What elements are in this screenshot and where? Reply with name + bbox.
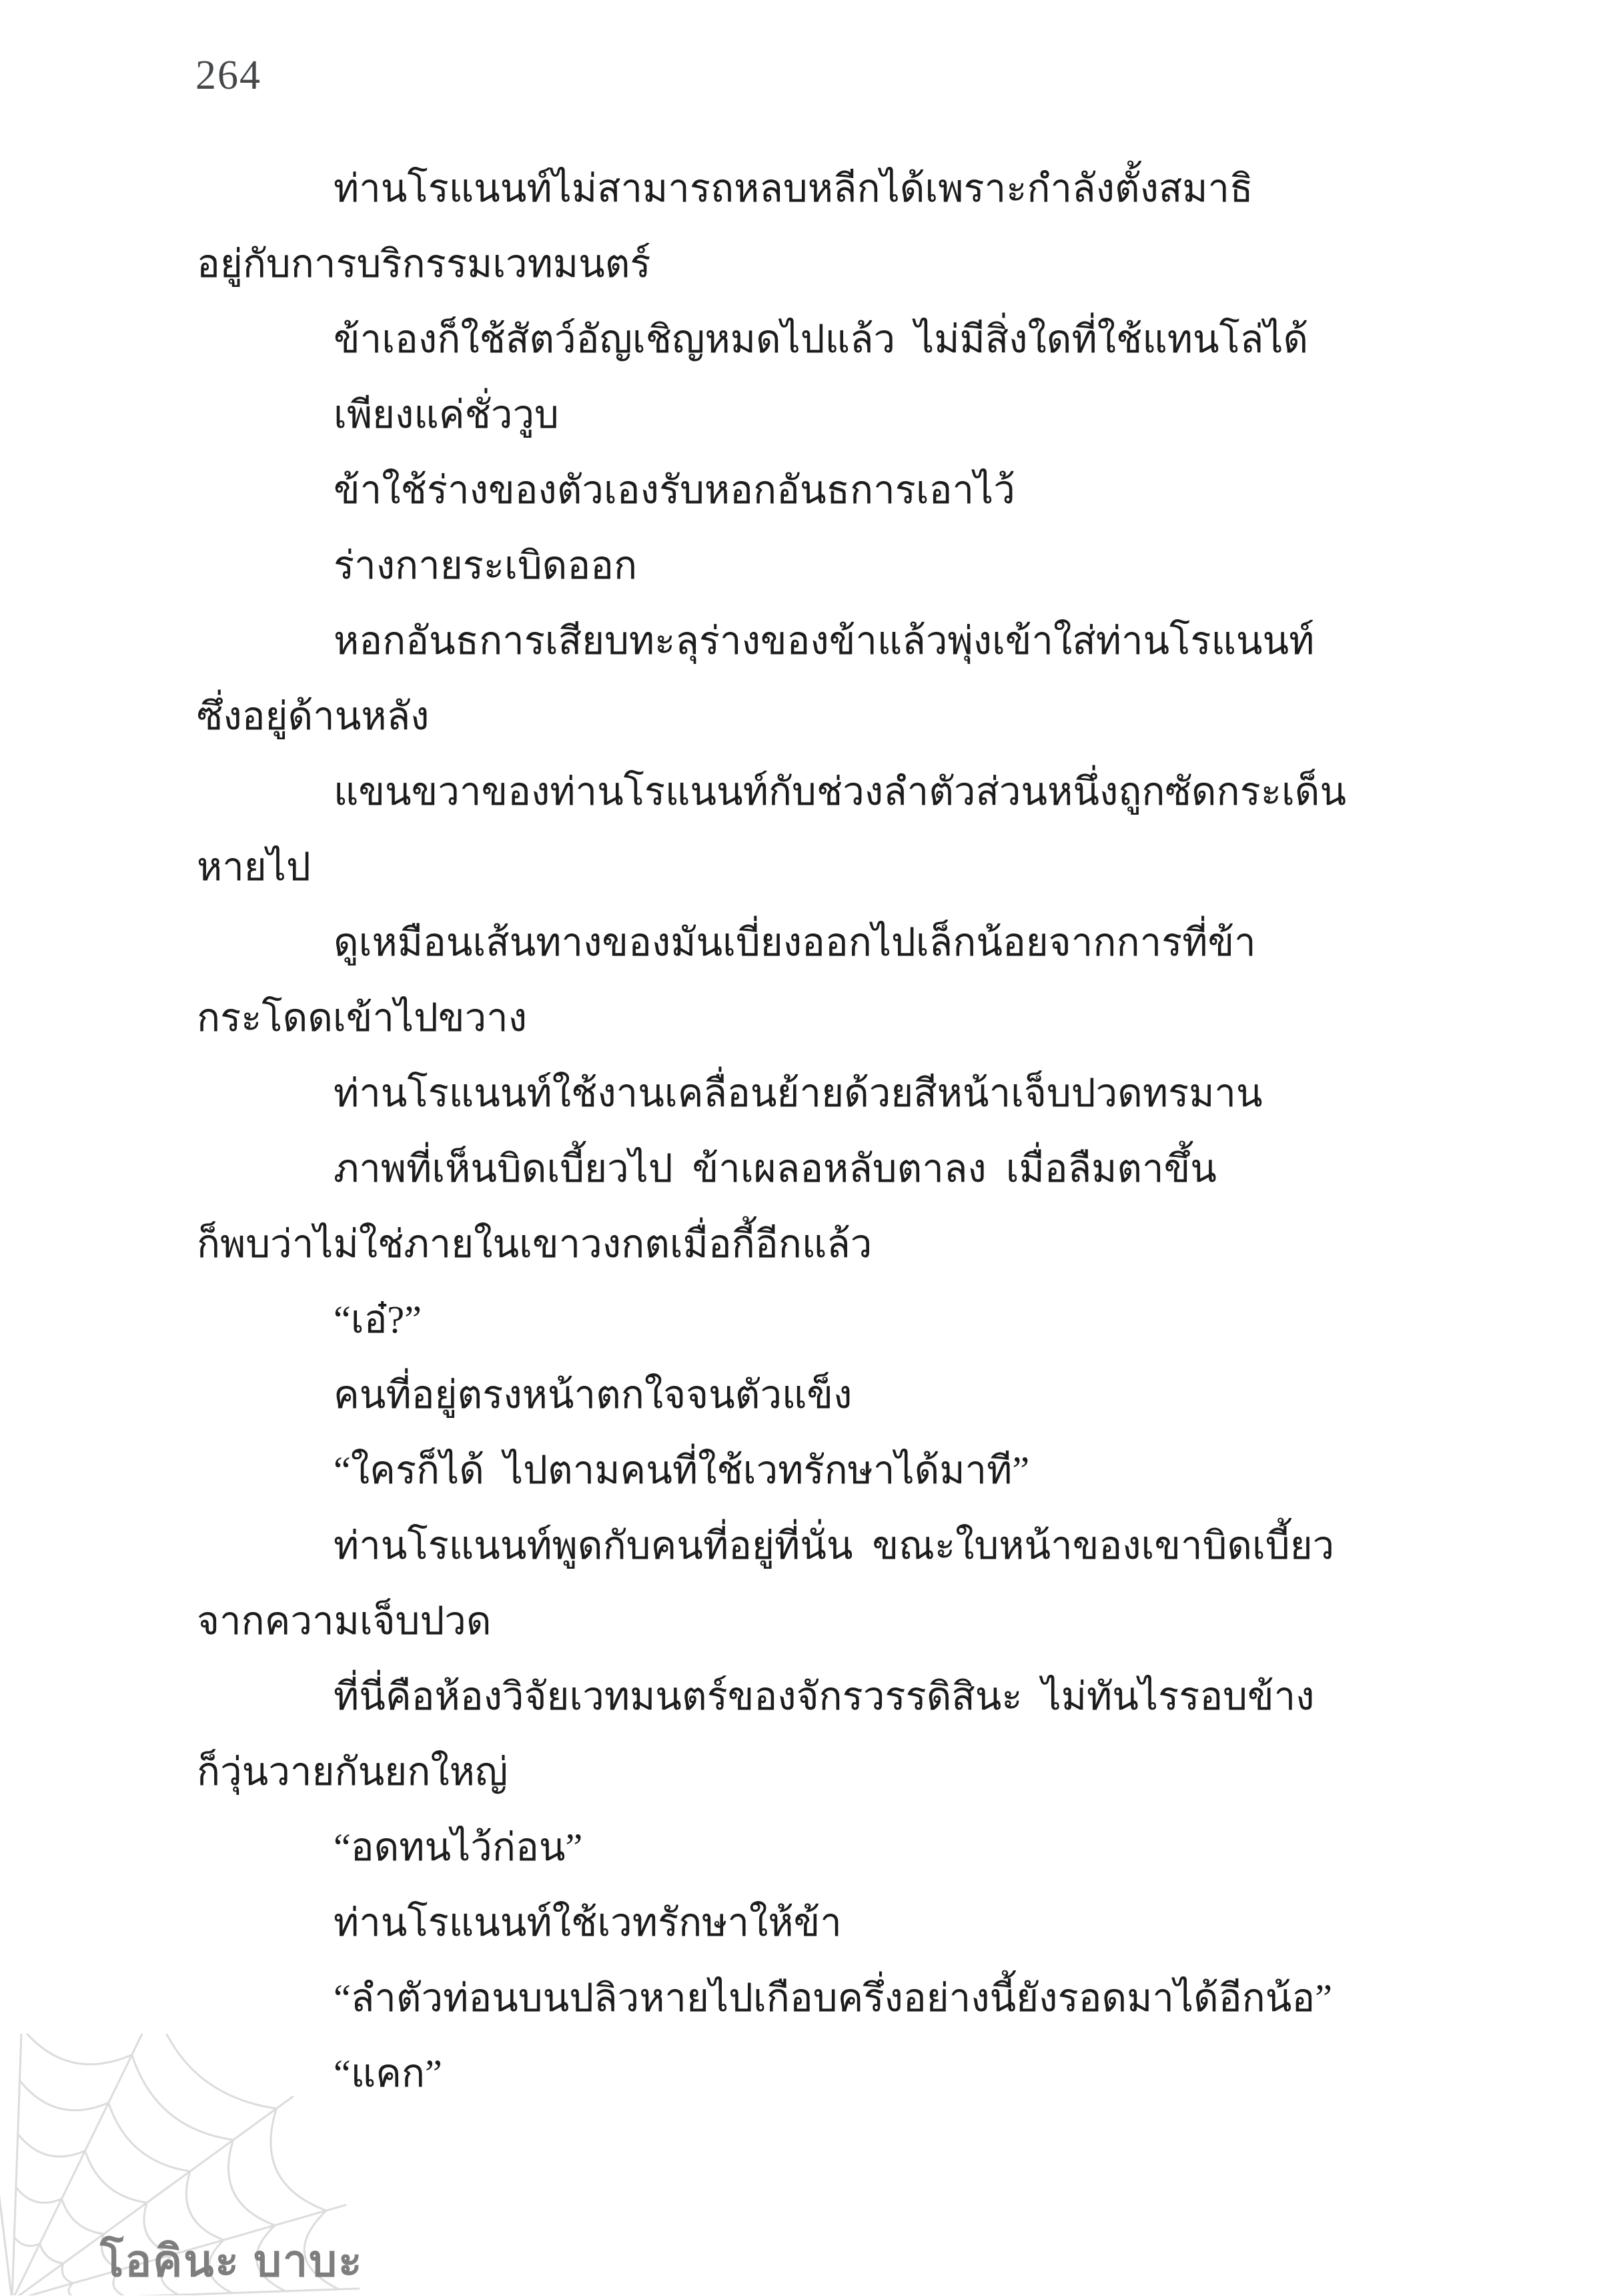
- page-number: 264: [195, 53, 261, 98]
- text-line: ท่านโรแนนท์ไม่สามารถหลบหลีกได้เพราะกำลังตั้งสมาธิ: [334, 167, 1253, 210]
- text-line: ท่านโรแนนท์ใช้เวทรักษาให้ข้า: [334, 1901, 842, 1944]
- text-line: “ลำตัวท่อนบนปลิวหายไปเกือบครึ่งอย่างนี้ยังรอดมาได้อีกน้อ”: [334, 1976, 1332, 2020]
- text-line: ภาพที่เห็นบิดเบี้ยวไป ข้าเผลอหลับตาลง เมื่อลืมตาขึ้น: [334, 1147, 1217, 1190]
- text-line: ที่นี่คือห้องวิจัยเวทมนตร์ของจักรวรรดิสินะ ไม่ทันไรรอบข้าง: [334, 1675, 1315, 1718]
- text-line: ท่านโรแนนท์พูดกับคนที่อยู่ที่นั่น ขณะใบหน้าของเขาบิดเบี้ยว: [334, 1524, 1335, 1567]
- text-line: ข้าใช้ร่างของตัวเองรับหอกอันธการเอาไว้: [334, 468, 1015, 512]
- text-line: แขนขวาของท่านโรแนนท์กับช่วงลำตัวส่วนหนึ่งถูกซัดกระเด็น: [334, 770, 1347, 813]
- text-line: ก็พบว่าไม่ใช่ภายในเขาวงกตเมื่อกี้อีกแล้ว: [197, 1222, 873, 1266]
- text-line: หายไป: [197, 845, 311, 889]
- text-line: ก็วุ่นวายกันยกใหญ่: [197, 1750, 508, 1794]
- text-line: ซึ่งอยู่ด้านหลัง: [197, 695, 430, 738]
- text-line: ท่านโรแนนท์ใช้งานเคลื่อนย้ายด้วยสีหน้าเจ็บปวดทรมาน: [334, 1072, 1263, 1115]
- text-line: ข้าเองก็ใช้สัตว์อัญเชิญหมดไปแล้ว ไม่มีสิ่งใดที่ใช้แทนโล่ได้: [334, 318, 1309, 361]
- text-line: กระโดดเข้าไปขวาง: [197, 996, 528, 1040]
- text-line: “อดทนไว้ก่อน”: [334, 1826, 583, 1869]
- text-line: เพียงแค่ชั่ววูบ: [334, 393, 559, 436]
- text-line: “ใครก็ได้ ไปตามคนที่ใช้เวทรักษาได้มาที”: [334, 1449, 1030, 1492]
- text-line: “เอ๋?”: [334, 1298, 422, 1341]
- text-line: จากความเจ็บปวด: [197, 1599, 492, 1643]
- text-line: หอกอันธการเสียบทะลุร่างของข้าแล้วพุ่งเข้าใส่ท่านโรแนนท์: [334, 619, 1315, 663]
- text-line: อยู่กับการบริกรรมเวทมนตร์: [197, 242, 651, 286]
- text-line: “แคก”: [334, 2052, 442, 2095]
- author-watermark: โอคินะ บาบะ: [100, 2236, 364, 2285]
- text-line: คนที่อยู่ตรงหน้าตกใจจนตัวแข็ง: [334, 1373, 853, 1417]
- text-line: ดูเหมือนเส้นทางของมันเบี่ยงออกไปเล็กน้อยจากการที่ข้า: [334, 921, 1256, 964]
- text-line: ร่างกายระเบิดออก: [334, 544, 638, 587]
- body-text: [197, 151, 1412, 2111]
